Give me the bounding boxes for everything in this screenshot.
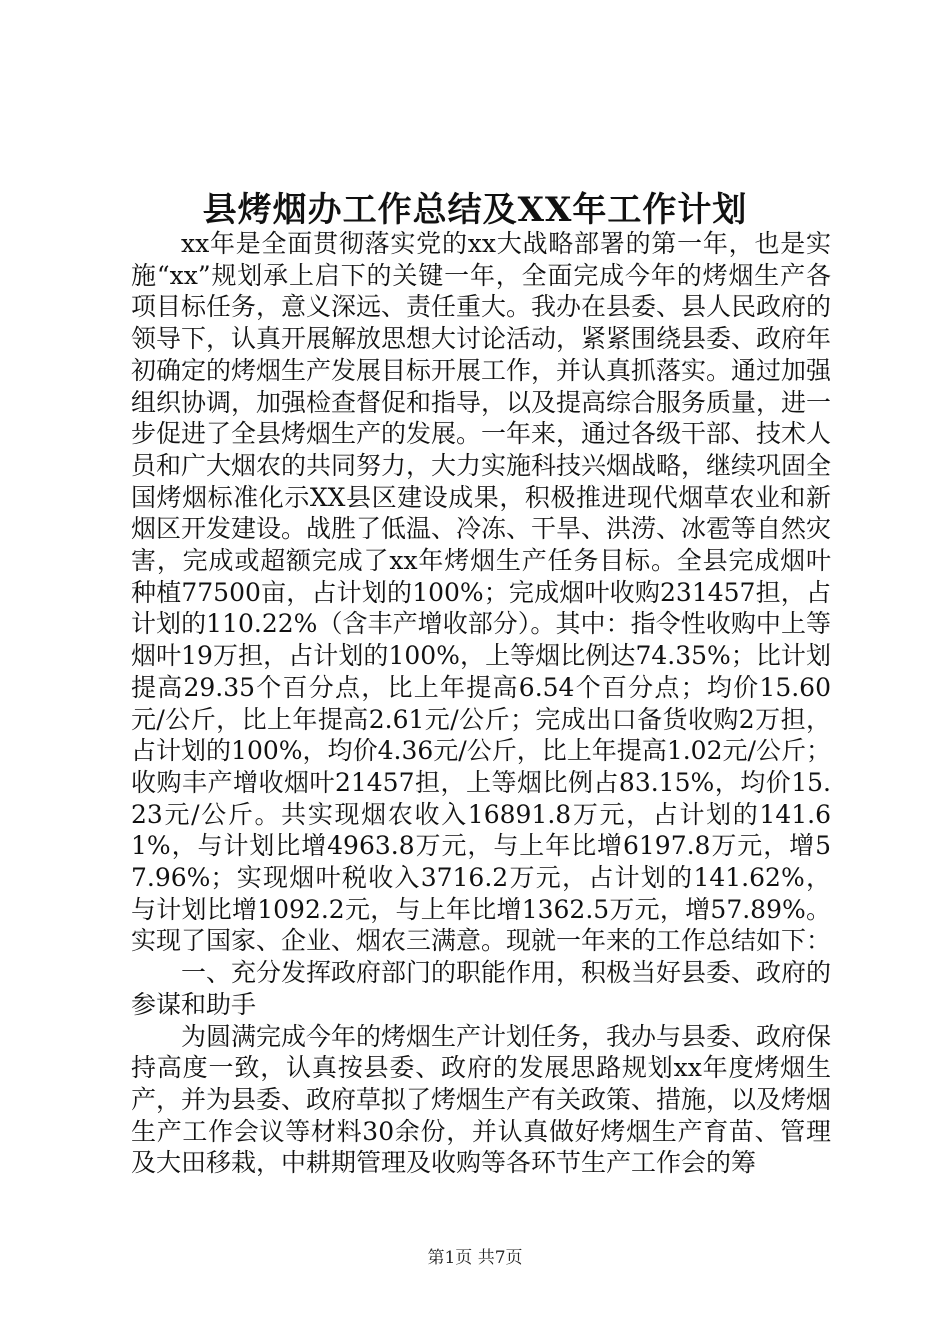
document-title: 县烤烟办工作总结及XX年工作计划 [202,190,748,230]
paragraph-section-heading: 一、充分发挥政府部门的职能作用，积极当好县委、政府的参谋和助手 [131,958,832,1019]
page-footer: 第1页 共7页 [427,1248,523,1268]
document-body [131,228,831,1179]
paragraph-section-body: 为圆满完成今年的烤烟生产计划任务，我办与县委、政府保持高度一致，认真按县委、政府的发展思路规划xx年度烤烟生产，并为县委、政府草拟了烤烟生产有关政策、措施，以及烤烟生产工作会议等材料30余份，并认真做好烤烟生产育苗、管理及大田移栽，中耕期管理及收购等各环节生产工作会的筹 [131,1021,832,1178]
paragraph-intro: xx年是全面贯彻落实党的xx大战略部署的第一年，也是实施“xx”规划承上启下的关键一年，全面完成今年的烤烟生产各项目标任务，意义深远、责任重大。我办在县委、县人民政府的领导下，认真开展解放思想大讨论活动，紧紧围绕县委、政府年初确定的烤烟生产发展目标开展工作，并认真抓落实。通过加强组织协调，加强检查督促和指导，以及提高综合服务质量，进一步促进了全县烤烟生产的发展。一年来，通过各级干部、技术人员和广大烟农的共同努力，大力实施科技兴烟战略，继续巩固全国烤烟标准化示XX县区建设成果，积极推进现代烟草农业和新烟区开发建设。战胜了低温、冷冻、干旱、洪涝、冰雹等自然灾害，完成或超额完成了xx年烤烟生产任务目标。全县完成烟叶种植77500亩，占计划的100%；完成烟叶收购231457担，占计划的110.22%（含丰产增收部分）。其中：指令性收购中上等烟叶19万担，占计划的100%，上等烟比例达74.35%；比计划提高29.35个百分点，比上年提高6.54个百分点；均价15.60元/公斤，比上年提高2.61元/公斤；完成出口备货收购2万担，占计划的100%，均价4.36元/公斤，比上年提高1.02元/公斤；收购丰产增收烟叶21457担，上等烟比例占83.15%，均价15.23元/公斤。共实现烟农收入16891.8万元，占计划的141.61%，与计划比增4963.8万元，与上年比增6197.8万元，增57.96%；实现烟叶税收入3716.2万元，占计划的141.62%，与计划比增1092.2元，与上年比增1362.5万元，增57.89%。实现了国家、企业、烟农三满意。现就一年来的工作总结如下： [131,229,832,956]
